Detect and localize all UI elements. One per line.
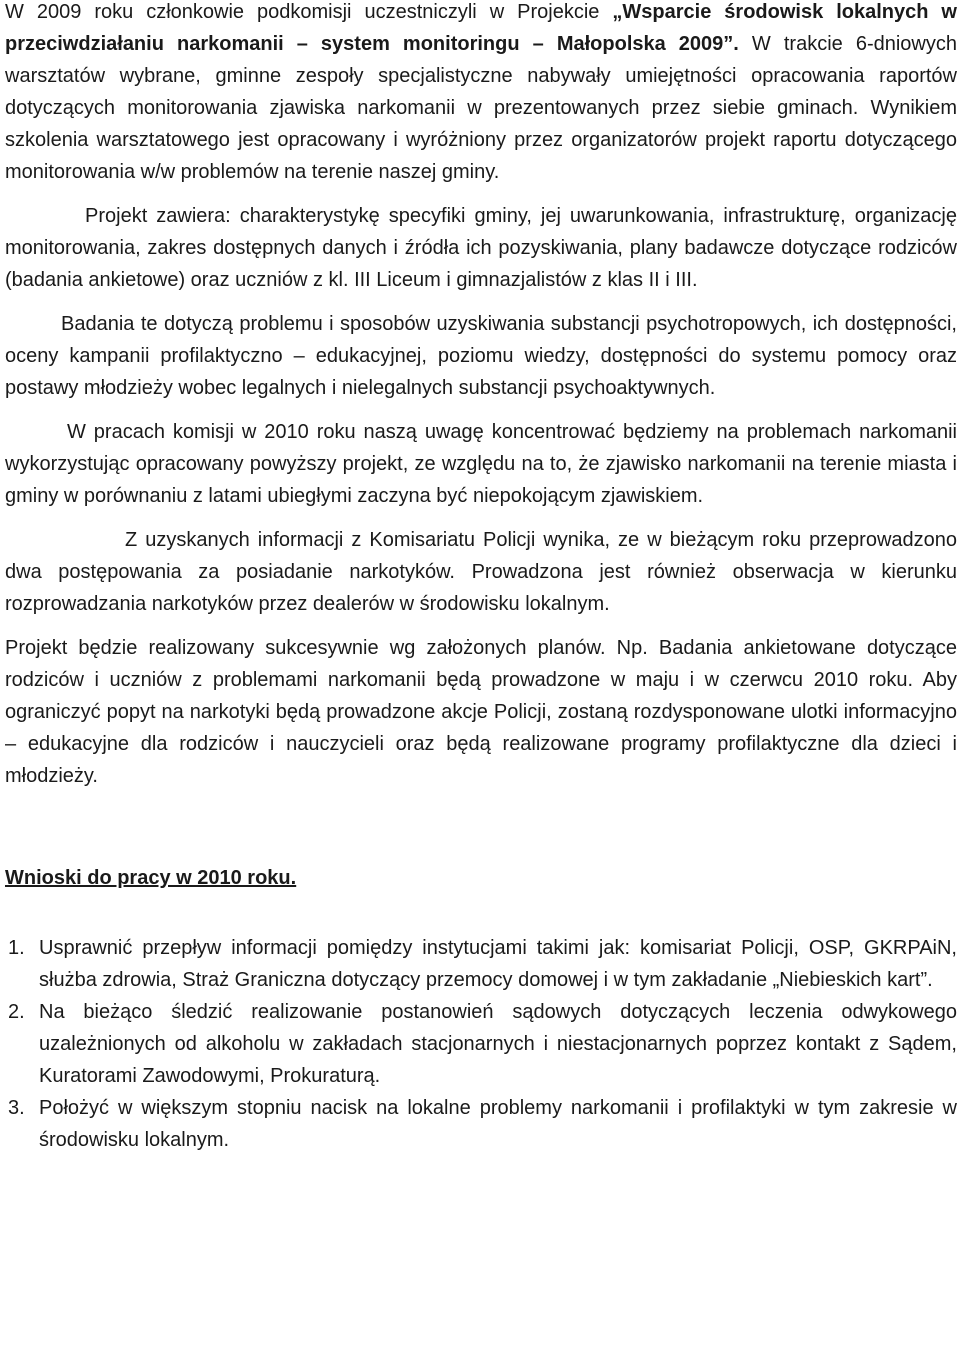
conclusions-list xyxy=(5,932,957,1156)
list-item xyxy=(5,996,957,1092)
list-item xyxy=(5,932,957,996)
document-page xyxy=(5,0,957,1156)
section-heading: Wnioski do pracy w 2010 roku. xyxy=(5,867,297,889)
list-item-text: Na bieżąco śledzić realizowanie postanowień sądowych dotyczących leczenia odwykowego uzależnionych od alkoholu w zakładach stacjonarnych i niestacjonarnych poprzez kontakt z Sądem, Kuratorami Zawodowymi, Prokuraturą. xyxy=(39,1001,957,1087)
paragraph-project-contents: Projekt zawiera: charakterystykę specyfiki gminy, jej uwarunkowania, infrastrukturę, organizację monitorowania, zakres dostępnych danych i źródła ich pozyskiwania, plany badawcze dotyczące rodziców (badania ankietowe) oraz uczniów z kl. III Liceum i gimnazjalistów z klas II i III. xyxy=(5,205,957,291)
project-name-bold: „Wsparcie środowisk lokalnych w przeciwdziałaniu narkomanii – system monitoringu – Małopolska 2009”. xyxy=(5,1,957,55)
paragraph-project-participation xyxy=(5,0,957,188)
paragraph-police-information: Z uzyskanych informacji z Komisariatu Policji wynika, ze w bieżącym roku przeprowadzono dwa postępowania za posiadanie narkotyków. Prowadzona jest również obserwacja w kierunku rozprowadzania narkotyków przez dealerów w środowisku lokalnym. xyxy=(5,529,957,615)
list-item xyxy=(5,1092,957,1156)
paragraph-text: W 2009 roku członkowie podkomisji uczestniczyli w Projekcie xyxy=(5,1,613,23)
list-item-text: Położyć w większym stopniu nacisk na lokalne problemy narkomanii i profilaktyki w tym zakresie w środowisku lokalnym. xyxy=(39,1097,957,1151)
paragraph-text: W trakcie 6-dniowych warsztatów wybrane, gminne zespoły specjalistyczne nabywały umiejętności opracowania raportów dotyczących monitorowania zjawiska narkomanii w prezentowanych przez siebie gminach. Wynikiem szkolenia warsztatowego jest opracowany i wyróżniony przez organizatorów projekt raportu dotyczącego monitorowania w/w problemów na terenie naszej gminy. xyxy=(5,33,957,183)
paragraph-research-scope: Badania te dotyczą problemu i sposobów uzyskiwania substancji psychotropowych, ich dostępności, oceny kampanii profilaktyczno – edukacyjnej, poziomu wiedzy, dostępności do systemu pomocy oraz postawy młodzieży wobec legalnych i nielegalnych substancji psychoaktywnych. xyxy=(5,313,957,399)
list-item-number: 1. xyxy=(8,937,25,959)
paragraph-project-implementation: Projekt będzie realizowany sukcesywnie wg założonych planów. Np. Badania ankietowane dotyczące rodziców i uczniów z problemami narkomanii będą prowadzone w maju i w czerwcu 2010 roku. Aby ograniczyć popyt na narkotyki będą prowadzone akcje Policji, zostaną rozdysponowane ulotki informacyjno – edukacyjne dla rodziców i nauczycieli oraz będą realizowane programy profilaktyczne dla dzieci i młodzieży. xyxy=(5,637,957,787)
list-item-number: 2. xyxy=(8,1001,25,1023)
list-item-text: Usprawnić przepływ informacji pomiędzy instytucjami takimi jak: komisariat Policji, OSP, GKRPAiN, służba zdrowia, Straż Graniczna dotyczący przemocy domowej i w tym zakładanie „Niebieskich kart”. xyxy=(39,937,957,991)
paragraph-commission-plans: W pracach komisji w 2010 roku naszą uwagę koncentrować będziemy na problemach narkomanii wykorzystując opracowany powyższy projekt, ze względu na to, że zjawisko narkomanii na terenie miasta i gminy w porównaniu z latami ubiegłymi zaczyna być niepokojącym zjawiskiem. xyxy=(5,421,957,507)
list-item-number: 3. xyxy=(8,1097,25,1119)
